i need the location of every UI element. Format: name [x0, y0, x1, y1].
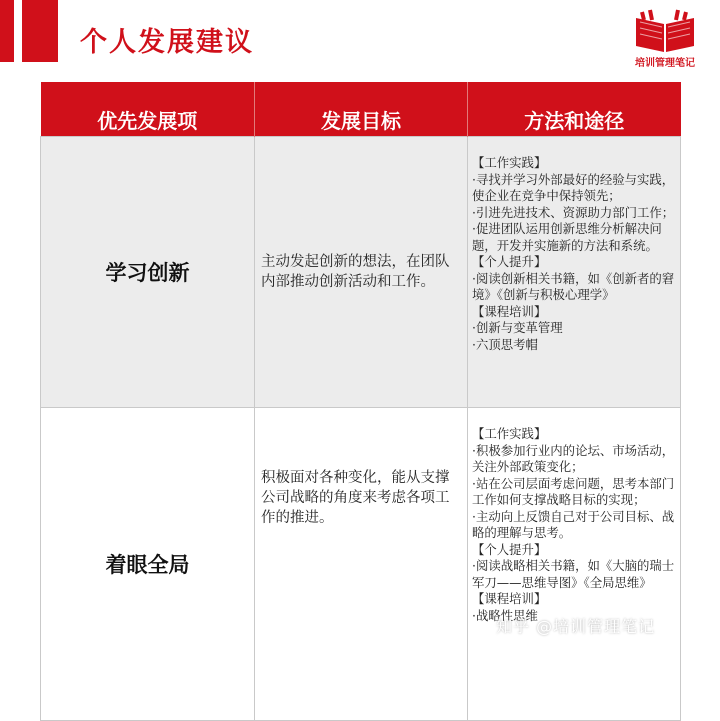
method-line: ·阅读战略相关书籍，如《大脑的瑞士军刀——思维导图》《全局思维》 [472, 558, 675, 590]
method-line: ·主动向上反馈自己对于公司目标、战略的理解与思考。 [472, 508, 675, 540]
logo-text: 培训管理笔记 [635, 58, 695, 69]
header-method: 方法和途径 [468, 82, 681, 137]
accent-bar [0, 0, 14, 62]
header-priority: 优先发展项 [41, 82, 255, 137]
method-line: ·促进团队运用创新思维分析解决问题，开发并实施新的方法和系统。 [472, 221, 662, 253]
method-line: ·积极参加行业内的论坛、市场活动，关注外部政策变化； [472, 442, 675, 474]
priority-cell: 学习创新 [41, 137, 255, 408]
watermark: 知乎 @培训管理笔记 [496, 617, 656, 636]
table-row [41, 137, 681, 408]
logo [630, 8, 700, 70]
method-line: ·六顶思考帽 [472, 336, 538, 352]
accent-block [22, 0, 58, 62]
method-line: 【个人提升】 [472, 541, 547, 557]
method-cell [468, 408, 681, 721]
method-line: 【工作实践】 [472, 155, 547, 170]
table-row [41, 408, 681, 721]
method-line: ·站在公司层面考虑问题，思考本部门工作如何支撑战略目标的实现； [472, 475, 675, 507]
priority-cell: 着眼全局 [41, 408, 255, 721]
goal-cell: 主动发起创新的想法，在团队内部推动创新活动和工作。 [255, 137, 468, 408]
method-line: 【个人提升】 [472, 254, 547, 269]
book-icon [630, 8, 700, 54]
header-goal: 发展目标 [255, 82, 468, 137]
method-cell [468, 137, 681, 408]
method-line: ·战略性思维 [472, 607, 538, 623]
method-line: 【课程培训】 [472, 591, 547, 606]
method-line: 【工作实践】 [472, 426, 547, 441]
goal-cell: 积极面对各种变化，能从支撑公司战略的角度来考虑各项工作的推进。 [255, 408, 468, 721]
method-line: ·创新与变革管理 [472, 320, 563, 335]
method-line: ·寻找并学习外部最好的经验与实践，使企业在竞争中保持领先； [472, 171, 675, 203]
table-header [41, 82, 681, 137]
method-line: 【课程培训】 [472, 303, 547, 319]
method-line: ·引进先进技术、资源助力部门工作； [472, 204, 675, 220]
method-line: ·阅读创新相关书籍，如《创新者的窘境》《创新与积极心理学》 [472, 270, 675, 302]
page-title: 个人发展建议 [80, 27, 254, 58]
